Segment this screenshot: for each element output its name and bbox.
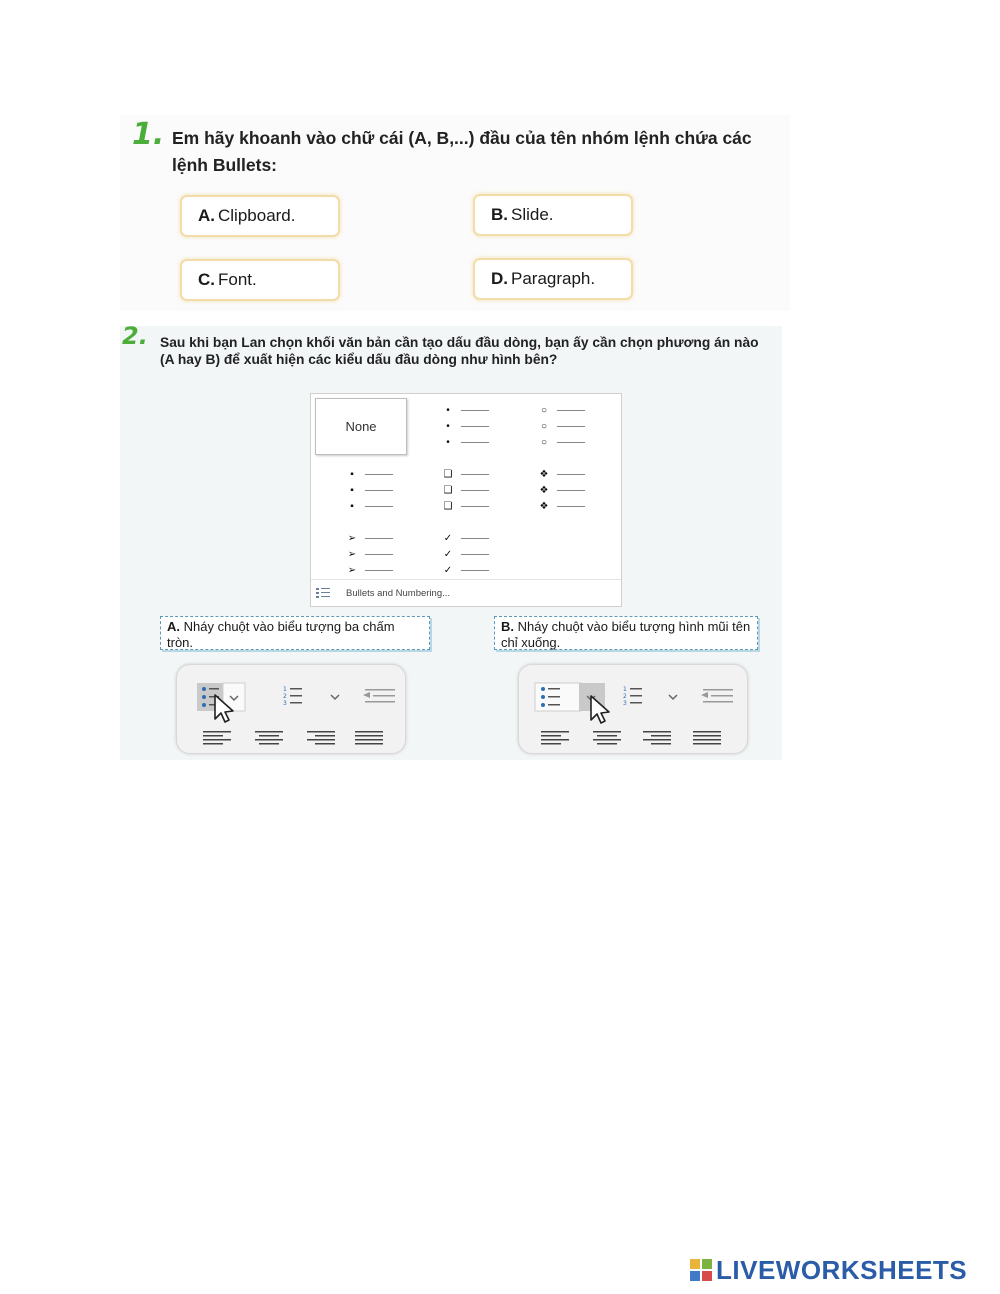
paragraph-toolbar-b-icons (519, 665, 747, 753)
answer-a-box[interactable] (160, 616, 430, 650)
bullet-check-symbol: ✓ (443, 532, 453, 544)
bullet-option-diamond[interactable]: ❖ ❖ ❖ (537, 466, 597, 514)
bullet-option-square[interactable]: ▪ ▪ ▪ (345, 466, 405, 514)
question-2-number: 2. (122, 322, 148, 350)
bullet-box-symbol: ❑ (443, 468, 453, 480)
option-a[interactable] (180, 195, 340, 237)
answer-b-box[interactable] (494, 616, 758, 650)
liveworksheets-logo-text: LIVEWORKSHEETS (716, 1254, 968, 1285)
option-c[interactable] (180, 259, 340, 301)
option-d-text: Paragraph. (511, 269, 596, 288)
paragraph-toolbar-a (176, 664, 406, 754)
svg-text:2: 2 (623, 693, 627, 700)
question-1-text: Em hãy khoanh vào chữ cái (A, B,...) đầu của tên nhóm lệnh chứa các lệnh Bullets: (172, 128, 752, 175)
bulleted-list-icon (316, 587, 330, 599)
question-2-panel (120, 322, 782, 760)
svg-text:2: 2 (283, 693, 287, 700)
paragraph-toolbar-b (518, 664, 748, 754)
liveworksheets-logo (690, 1253, 990, 1287)
question-2-text: Sau khi bạn Lan chọn khối văn bản cần tạo dấu đầu dòng, bạn ấy cần chọn phương án nào (A hay B) để xuất hiện các kiểu dấu đầu dòng như hình bên? (160, 335, 759, 367)
bullet-arrow-symbol: ➢ (347, 532, 357, 544)
bullet-square-symbol: ▪ (350, 468, 354, 480)
bullet-option-dot[interactable]: • • • (441, 402, 501, 450)
bullet-option-arrow[interactable]: ➢ ➢ ➢ (345, 530, 405, 578)
bullet-diamond-symbol: ❖ (539, 468, 549, 480)
bullet-library (310, 393, 622, 607)
bullet-dot-symbol: • (446, 404, 450, 416)
option-d-letter: D. (491, 269, 508, 288)
svg-text:3: 3 (283, 700, 287, 707)
bullets-and-numbering-link[interactable] (311, 579, 621, 606)
liveworksheets-logo-icon (690, 1259, 712, 1281)
option-d[interactable] (473, 258, 633, 300)
question-1-panel (120, 115, 790, 311)
answer-a-letter: A. (167, 619, 180, 634)
option-a-letter: A. (198, 206, 215, 225)
svg-text:3: 3 (623, 700, 627, 707)
option-b-text: Slide. (511, 205, 554, 224)
answer-b-text: Nháy chuột vào biểu tượng hình mũi tên chỉ xuống. (501, 619, 751, 650)
bullet-circle-symbol: ○ (540, 404, 548, 416)
bullets-and-numbering-label: Bullets and Numbering... (346, 587, 451, 599)
paragraph-toolbar-a-icons (177, 665, 405, 753)
option-c-text: Font. (218, 270, 257, 289)
bullet-option-circle[interactable]: ○ ○ ○ (537, 402, 597, 450)
bullet-none-option[interactable]: None (315, 398, 407, 455)
svg-text:1: 1 (623, 686, 627, 693)
option-c-letter: C. (198, 270, 215, 289)
answer-b-letter: B. (501, 619, 514, 634)
question-1-number: 1. (132, 117, 165, 152)
option-b[interactable] (473, 194, 633, 236)
bullet-option-check[interactable]: ✓ ✓ ✓ (441, 530, 501, 578)
bullet-option-box[interactable]: ❑ ❑ ❑ (441, 466, 501, 514)
option-a-text: Clipboard. (218, 206, 296, 225)
svg-text:1: 1 (283, 686, 287, 693)
option-b-letter: B. (491, 205, 508, 224)
answer-a-text: Nháy chuột vào biểu tượng ba chấm tròn. (167, 619, 395, 650)
